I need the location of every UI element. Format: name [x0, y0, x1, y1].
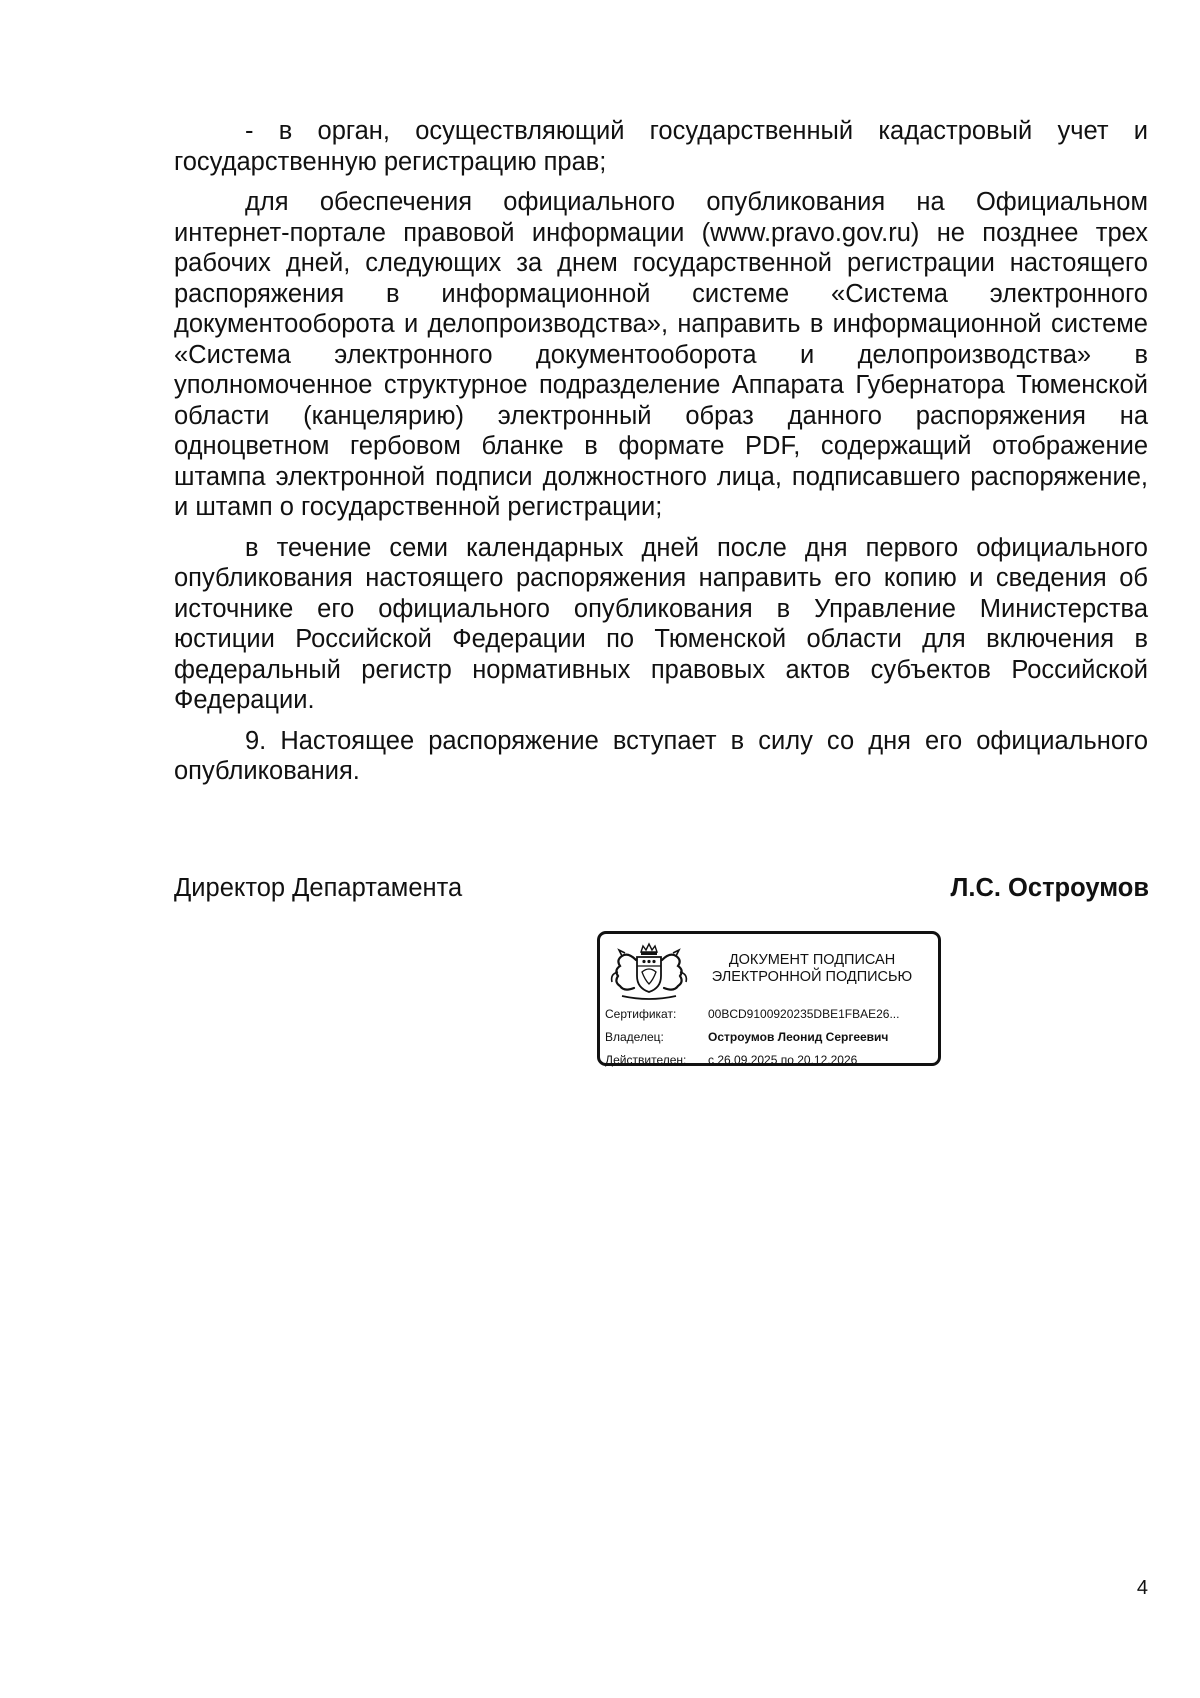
stamp-row-label: Владелец:	[605, 1030, 664, 1044]
stamp-header	[692, 952, 932, 986]
signatory-name: Л.С. Остроумов	[950, 874, 1149, 902]
stamp-row-label: Сертификат:	[605, 1007, 677, 1021]
stamp-row-value: 00BCD9100920235DBE1FBAE26...	[708, 1007, 900, 1021]
paragraph: в течение семи календарных дней после дня первого официального опубликования настоящего распоряжения направить его копию и сведения об источнике его официального опубликования в Управление Министерства юстиции Российской Федерации по Тюменской области для включения в федеральный регистр нормативных правовых актов субъектов Российской Федерации.	[174, 533, 1148, 714]
stamp-header-line: ДОКУМЕНТ ПОДПИСАН	[728, 952, 896, 968]
paragraph: - в орган, осуществляющий государственный кадастровый учет и государственную регистрацию прав;	[174, 117, 1148, 176]
paragraph: для обеспечения официального опубликования на Официальном интернет-портале правовой информации (www.pravo.gov.ru) не позднее трех рабочих дней, следующих за днем государственной регистрации настоящего распоряжения в информационной системе «Система электронного документооборота и делопроизводства», направить в информационной системе «Система электронного документооборота и делопроизводства» в уполномоченное структурное подразделение Аппарата Губернатора Тюменской области (канцелярию) электронный образ данного распоряжения на одноцветном гербовом бланке в формате PDF, содержащий отображение штампа электронной подписи должностного лица, подписавшего распоряжение, и штамп о государственной регистрации;	[174, 188, 1148, 521]
paragraph: 9. Настоящее распоряжение вступает в силу со дня его официального опубликования.	[174, 726, 1148, 785]
body-text	[174, 116, 1148, 787]
stamp-certificate-row	[605, 1007, 899, 1021]
page-number: 4	[1136, 1577, 1148, 1599]
stamp-owner-row	[605, 1030, 888, 1044]
electronic-signature-stamp	[597, 931, 941, 1066]
stamp-row-label: Действителен:	[605, 1053, 687, 1067]
stamp-header-line: ЭЛЕКТРОННОЙ ПОДПИСЬЮ	[711, 969, 913, 985]
stamp-row-value: с 26.09.2025 по 20.12.2026	[708, 1053, 858, 1067]
stamp-validity-row	[605, 1053, 857, 1067]
tyumen-coat-of-arms-icon	[608, 942, 690, 1004]
stamp-row-value: Остроумов Леонид Сергеевич	[708, 1030, 889, 1044]
signatory-title: Директор Департамента	[174, 874, 463, 902]
